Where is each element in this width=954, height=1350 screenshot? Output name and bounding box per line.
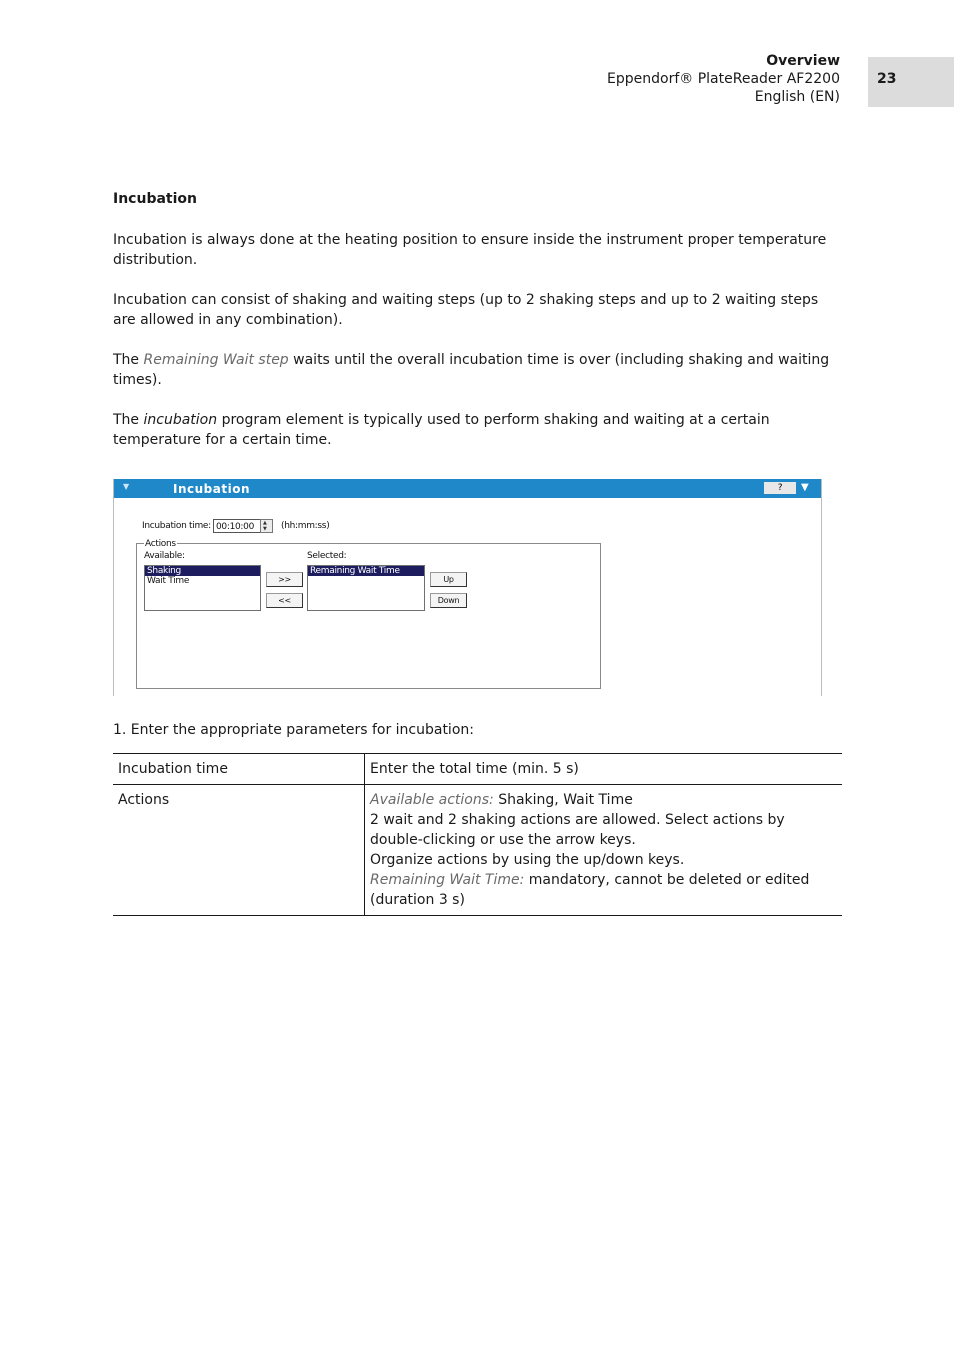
p3-emphasis: Remaining Wait step: [143, 352, 289, 368]
add-action-button[interactable]: >>: [266, 572, 303, 587]
up-button[interactable]: Up: [430, 572, 467, 587]
p3-post: waits until the overall incubation time is over (including shaking and waiting times).: [113, 352, 830, 388]
table-cell-name: Incubation time: [113, 754, 365, 785]
paragraph-1: Incubation is always done at the heating position to ensure inside the instrument proper temperature distribution.: [113, 232, 827, 268]
section-heading: Incubation: [113, 191, 197, 207]
time-spinner[interactable]: [260, 519, 273, 533]
p4-emphasis: incubation: [143, 412, 218, 428]
paragraph-4: [113, 410, 843, 450]
available-actions-text: Shaking, Wait Time: [493, 792, 633, 808]
p4-post: program element is typically used to perform shaking and waiting at a certain temperature for a certain time.: [113, 412, 770, 448]
p4-pre: The: [113, 412, 144, 428]
parameter-table: [113, 753, 842, 916]
incubation-time-input[interactable]: 00:10:00: [213, 519, 260, 533]
spin-down-icon[interactable]: ▼: [263, 526, 267, 532]
table-row: [113, 754, 842, 785]
desc-line-1: [370, 790, 837, 810]
p3-pre: The: [113, 352, 144, 368]
desc-line-2: 2 wait and 2 shaking actions are allowed. Select actions by double-clicking or use the arrow keys.: [370, 812, 785, 848]
available-list[interactable]: [144, 565, 261, 611]
available-label: Available:: [144, 551, 185, 561]
available-item-wait-time[interactable]: Wait Time: [147, 576, 190, 586]
selected-list[interactable]: [307, 565, 425, 611]
actions-group-label: Actions: [145, 539, 176, 549]
spin-up-icon[interactable]: ▲: [263, 520, 267, 526]
paragraph-3: [113, 350, 843, 390]
step-1-block: [113, 720, 843, 740]
para-2-block: [113, 290, 843, 330]
table-cell-desc: Enter the total time (min. 5 s): [365, 754, 843, 785]
dialog-titlebar: [114, 479, 821, 498]
available-item-shaking[interactable]: Shaking: [145, 566, 260, 576]
time-format-label: (hh:mm:ss): [281, 521, 330, 531]
header-section: Overview: [766, 53, 840, 69]
help-button[interactable]: ?: [764, 482, 796, 494]
chevron-down-icon[interactable]: ▼: [801, 482, 809, 493]
table-cell-desc: [365, 785, 843, 916]
step-1: 1. Enter the appropriate parameters for incubation:: [113, 722, 474, 738]
remove-action-button[interactable]: <<: [266, 593, 303, 608]
selected-label: Selected:: [307, 551, 347, 561]
remaining-wait-text: mandatory, cannot be deleted or edited (duration 3 s): [370, 872, 810, 908]
header-product: Eppendorf® PlateReader AF2200: [607, 71, 840, 87]
para-1-block: [113, 230, 843, 270]
down-button[interactable]: Down: [430, 593, 467, 608]
para-3-block: [113, 350, 843, 390]
available-actions-label: Available actions:: [370, 792, 494, 808]
desc-line-3: Organize actions by using the up/down keys.: [370, 852, 685, 868]
incubation-time-label: Incubation time:: [142, 521, 211, 531]
dialog-title: Incubation: [173, 482, 250, 496]
page-number: 23: [868, 57, 954, 107]
header-language: English (EN): [754, 89, 840, 105]
paragraph-2: Incubation can consist of shaking and waiting steps (up to 2 shaking steps and up to 2 waiting steps are allowed in any combination).: [113, 292, 819, 328]
para-4-block: [113, 410, 843, 450]
table-row: [113, 785, 842, 916]
section-heading-block: [113, 191, 843, 207]
selected-item-remaining-wait-time[interactable]: Remaining Wait Time: [308, 566, 424, 576]
table-cell-name: Actions: [113, 785, 365, 916]
page-header: [607, 52, 840, 106]
remaining-wait-label: Remaining Wait Time:: [370, 872, 525, 888]
incubation-dialog: [113, 479, 822, 696]
dialog-collapse-icon[interactable]: ▼: [123, 482, 129, 491]
desc-line-4: [370, 870, 837, 910]
